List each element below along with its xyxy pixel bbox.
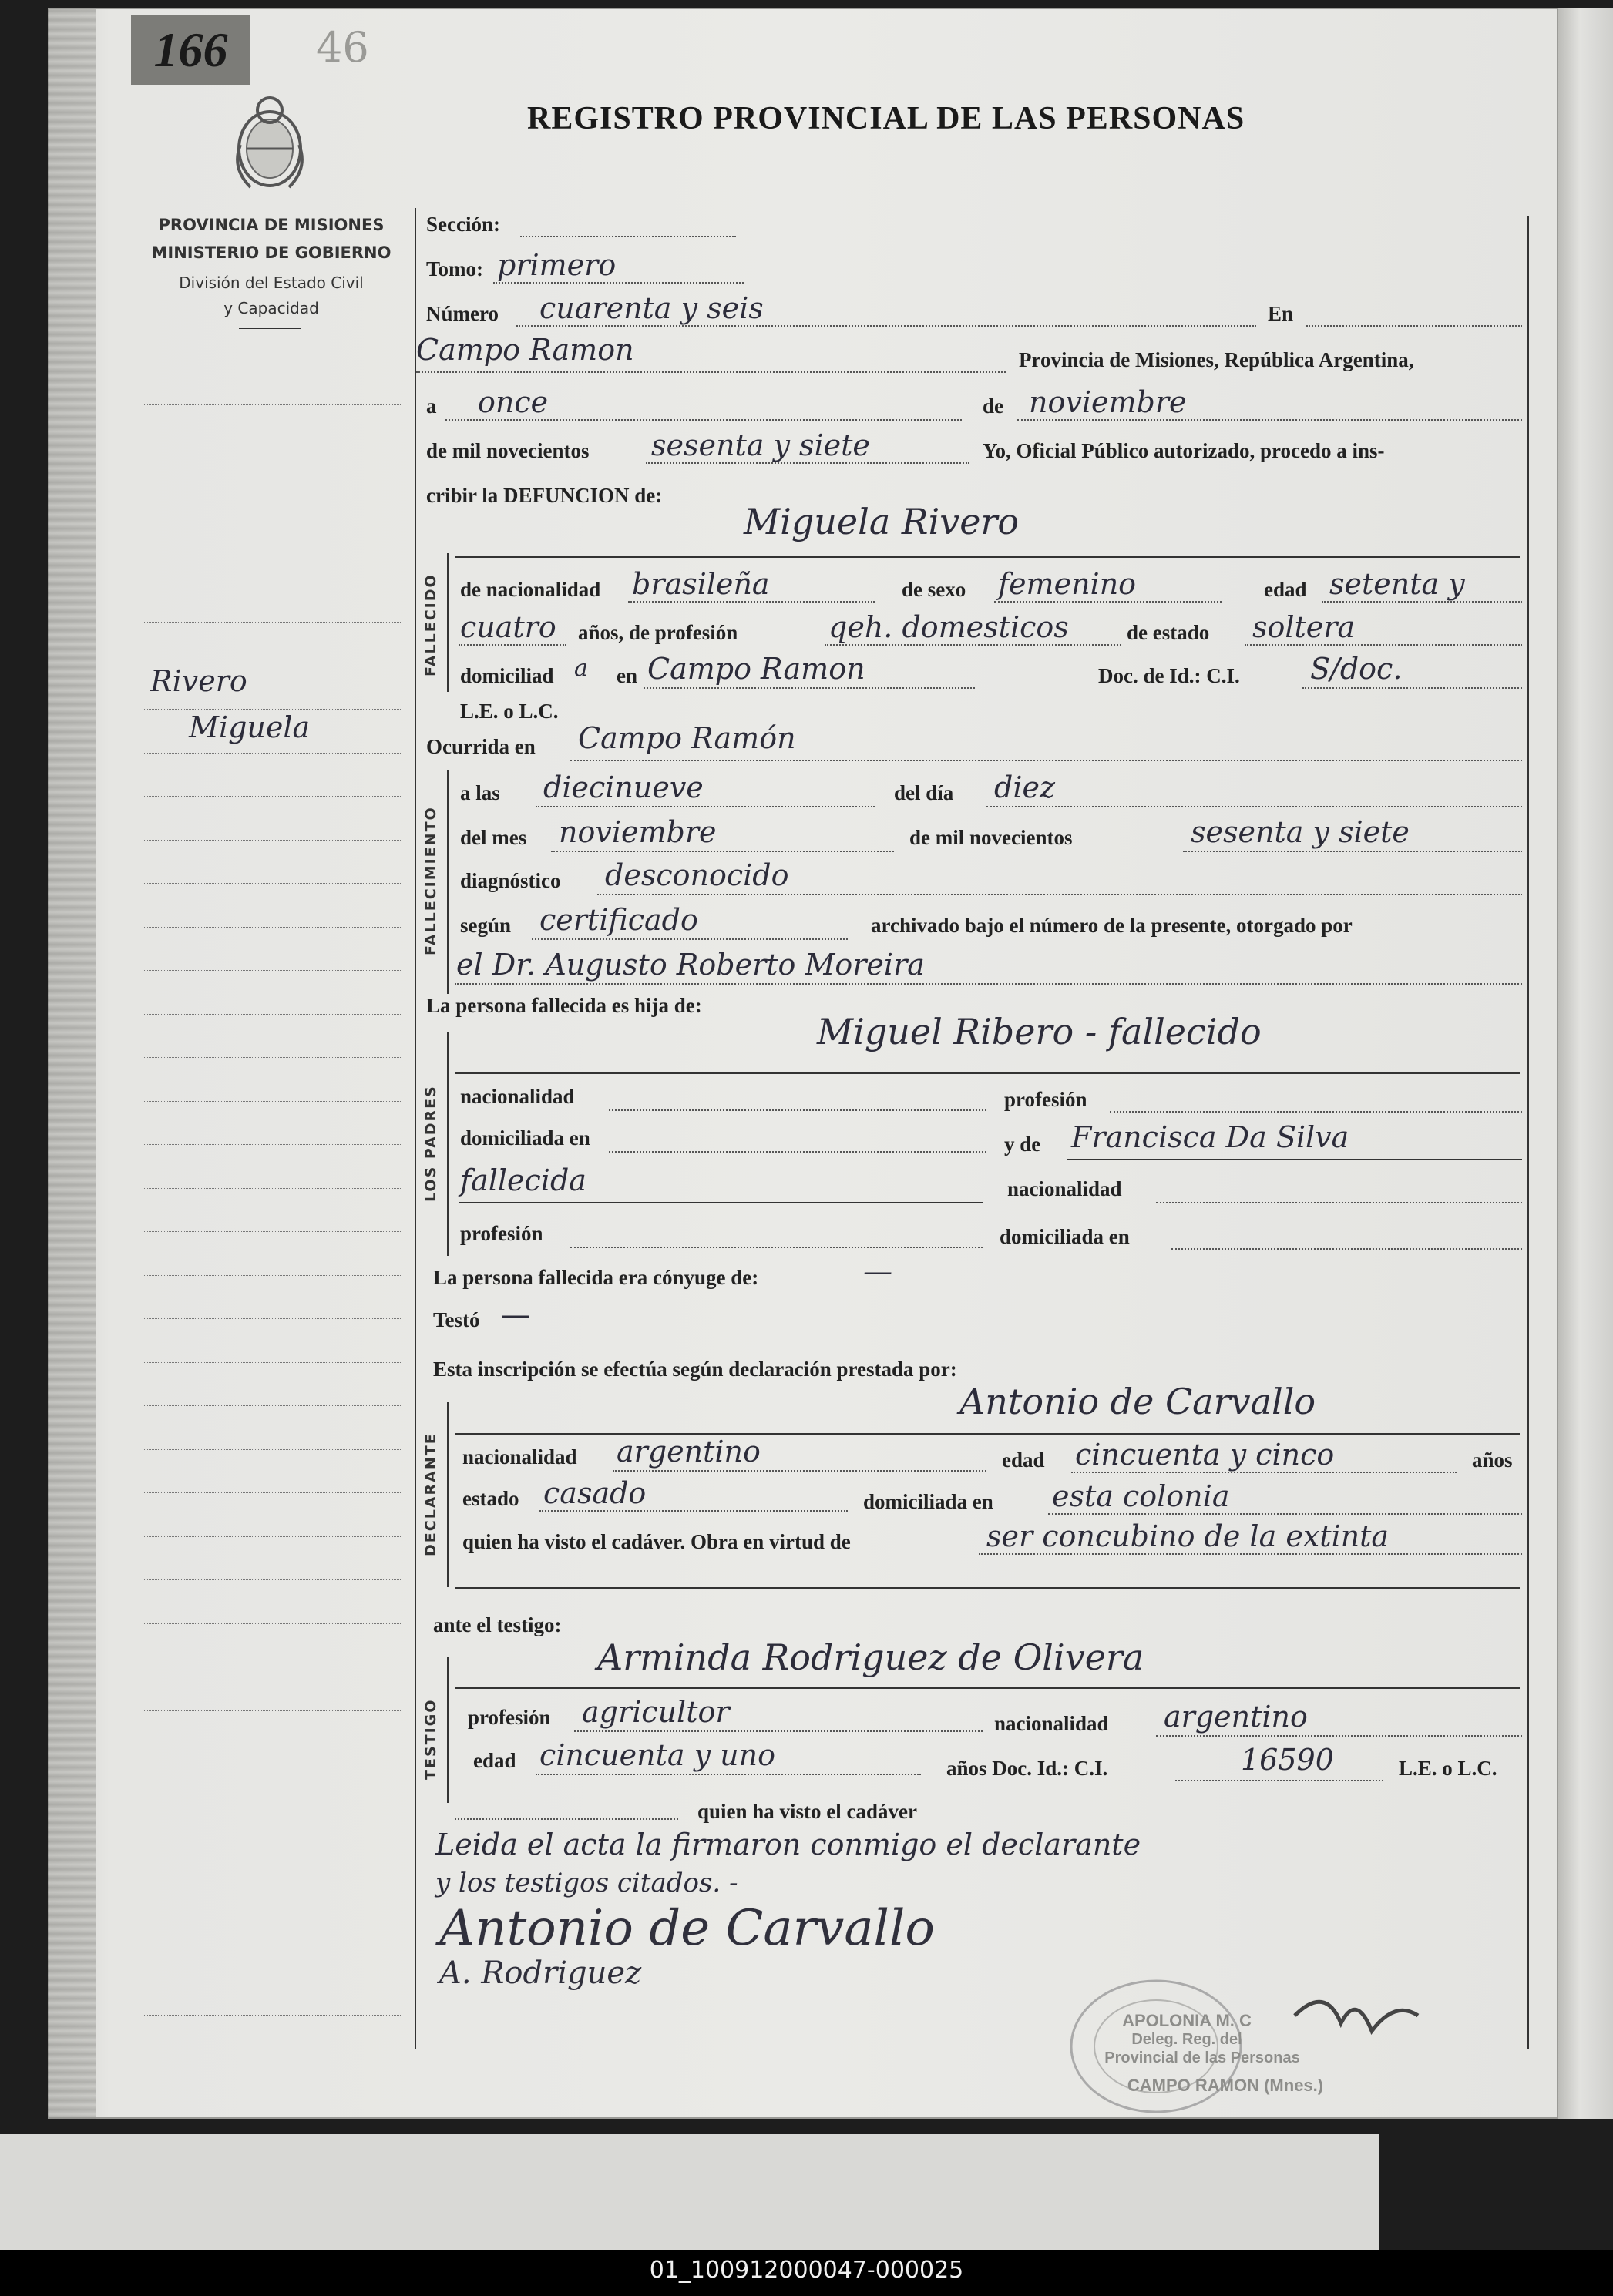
day-value: once — [478, 385, 549, 419]
declarante-virtud-line — [979, 1553, 1522, 1555]
signature-testigo: A. Rodriguez — [439, 1955, 642, 1991]
margin-surname: Rivero — [150, 664, 247, 698]
tomo-line — [493, 282, 744, 284]
mes-value: noviembre — [559, 815, 717, 849]
fallecido-nacionalidad-label: de nacionalidad — [460, 578, 601, 601]
medico-value: el Dr. Augusto Roberto Moreira — [456, 948, 925, 982]
tomo-label: Tomo: — [426, 257, 484, 280]
padres-domiciliada-label: domiciliada en — [460, 1126, 590, 1150]
declarante-domicilio-value: esta colonia — [1052, 1479, 1230, 1513]
margin-ledger-line — [143, 1710, 401, 1711]
tomo-value: primero — [497, 248, 617, 282]
footer-caption: 01_100912000047-000025 — [649, 2257, 964, 2284]
fallecido-edad-label: edad — [1264, 578, 1307, 601]
seccion-line — [520, 236, 736, 237]
declarante-edad-label: edad — [1002, 1448, 1045, 1472]
fallecido-edad-value-b: cuatro — [460, 610, 556, 644]
margin-ledger-line — [143, 883, 401, 884]
padres-profesion-label: profesión — [1004, 1088, 1087, 1111]
fallecido-edad-value-a: setenta y — [1329, 567, 1465, 601]
margin-ledger-line — [143, 1623, 401, 1624]
org-line-3: División del Estado Civil — [179, 274, 364, 292]
margin-ledger-line — [143, 1449, 401, 1450]
ocurrida-value: Campo Ramón — [578, 721, 796, 755]
testo-label: Testó — [433, 1308, 480, 1331]
padres-section-label: LOS PADRES — [422, 1085, 439, 1202]
madre-estado-line — [459, 1202, 983, 1203]
anio-value: sesenta y siete — [1191, 815, 1410, 849]
testigo-edad-value: cincuenta y uno — [539, 1738, 776, 1772]
fallecido-domicilio-line — [644, 687, 975, 689]
margin-ledger-line — [143, 1536, 401, 1537]
testigo-doc-label: años Doc. Id.: C.I. — [946, 1757, 1108, 1780]
coat-of-arms-icon — [223, 83, 316, 199]
fallecido-estado-value: soltera — [1252, 610, 1356, 644]
fallecimiento-section-label: FALLECIMIENTO — [422, 806, 439, 955]
org-line-2: MINISTERIO DE GOBIERNO — [151, 243, 391, 262]
declarante-nacionalidad-label: nacionalidad — [462, 1445, 577, 1469]
day-line — [445, 419, 962, 421]
en-line — [1306, 325, 1522, 327]
province-text: Provincia de Misiones, República Argentina, — [1019, 348, 1414, 371]
margin-ledger-line — [143, 753, 401, 754]
anio-label: de mil novecientos — [909, 826, 1073, 849]
mes-label: del mes — [460, 826, 527, 849]
margin-ledger-line — [143, 1492, 401, 1493]
declarante-virtud-value: ser concubino de la extinta — [986, 1519, 1390, 1553]
fallecido-edad2-line — [459, 644, 566, 646]
signature-declarante: Antonio de Carvallo — [439, 1900, 935, 1957]
fallecido-sexo-label: de sexo — [902, 578, 966, 601]
testigo-nacionalidad-label: nacionalidad — [994, 1712, 1109, 1735]
segun-label: según — [460, 914, 512, 937]
conyuge-text: La persona fallecida era cónyuge de: — [433, 1266, 759, 1289]
year-prefix: de mil novecientos — [426, 439, 590, 462]
declarante-bracket — [447, 1402, 449, 1587]
main-frame-right — [1527, 216, 1529, 2049]
madre-value: Francisca Da Silva — [1071, 1120, 1349, 1154]
declarante-domicilio-line — [1048, 1513, 1522, 1515]
margin-ledger-line — [143, 709, 401, 710]
margin-ledger-line — [143, 1579, 401, 1580]
a-label: a — [426, 394, 437, 418]
ante-text: ante el testigo: — [433, 1613, 562, 1636]
ocurrida-line — [570, 760, 1522, 761]
padres-domiciliada-line — [609, 1151, 986, 1153]
medico-line — [455, 983, 1522, 985]
mes-line — [551, 851, 894, 852]
fallecido-sexo-value: femenino — [998, 567, 1137, 601]
margin-ledger-line — [143, 927, 401, 928]
fallecido-le-label: L.E. o L.C. — [460, 700, 559, 723]
archivado-text: archivado bajo el número de la presente, otorgado por — [871, 914, 1353, 937]
folio-number: 166 — [131, 15, 250, 85]
fallecido-profesion-line — [825, 644, 1121, 646]
org-line-1: PROVINCIA DE MISIONES — [158, 216, 385, 234]
declarante-edad-line — [1071, 1472, 1457, 1473]
declarante-bottom-line — [455, 1587, 1520, 1589]
declarante-anios-label: años — [1472, 1448, 1513, 1472]
scan-table-surface — [0, 2134, 1379, 2250]
fallecido-section-label: FALLECIDO — [422, 573, 439, 676]
closing-line-2: y los testigos citados. - — [435, 1868, 738, 1898]
main-frame-left — [415, 208, 416, 2049]
padres-nacionalidad-label: nacionalidad — [460, 1085, 575, 1108]
madre-estado: fallecida — [460, 1163, 586, 1197]
anio-line — [1183, 851, 1522, 852]
next-page-edge — [1558, 8, 1613, 2119]
margin-ledger-line — [143, 1014, 401, 1015]
padres-profesion2-line — [570, 1247, 983, 1248]
fallecido-nacionalidad-value: brasileña — [632, 567, 770, 601]
declarante-estado-value: casado — [543, 1476, 647, 1510]
ocurrida-label: Ocurrida en — [426, 735, 536, 758]
fallecido-doc-value: S/doc. — [1310, 652, 1403, 686]
segun-line — [532, 938, 848, 940]
diagnostico-line — [597, 894, 1522, 895]
place-value: Campo Ramon — [416, 333, 634, 367]
stamp-line-3: Provincial de las Personas — [1104, 2049, 1300, 2066]
defuncion-text: cribir la DEFUNCION de: — [426, 484, 663, 507]
margin-given-name: Miguela — [189, 710, 311, 744]
declarante-domiciliada-label: domiciliada en — [863, 1490, 993, 1513]
testigo-nacionalidad-value: argentino — [1164, 1700, 1308, 1734]
padres-nacionalidad-line — [609, 1109, 986, 1111]
testigo-section-label: TESTIGO — [422, 1698, 439, 1780]
margin-ledger-line — [143, 622, 401, 623]
hora-line — [536, 806, 875, 807]
testigo-name: Arminda Rodriguez de Olivera — [597, 1636, 1144, 1678]
stamp-line-1: APOLONIA M. C — [1122, 2011, 1252, 2030]
fallecido-sexo-line — [994, 601, 1222, 603]
fallecido-en-label: en — [617, 664, 637, 687]
month-value: noviembre — [1029, 385, 1187, 419]
padres-nacionalidad2-line — [1156, 1202, 1522, 1203]
fallecido-domicilio-label: domiciliad — [460, 664, 554, 687]
org-underline — [239, 328, 301, 329]
margin-ledger-line — [143, 970, 401, 971]
stamp-line-4: CAMPO RAMON (Mnes.) — [1127, 2076, 1324, 2095]
fallecido-bracket — [447, 553, 449, 692]
testigo-visto-line — [455, 1818, 678, 1820]
margin-ledger-line — [143, 1318, 401, 1319]
testigo-edad-label: edad — [473, 1749, 516, 1772]
hora-label: a las — [460, 781, 500, 804]
fallecido-doc-line — [1302, 687, 1522, 689]
hora-value: diecinueve — [543, 770, 704, 804]
fallecimiento-bracket — [447, 770, 449, 994]
margin-ledger-line — [143, 1362, 401, 1363]
testigo-ci-value: 16590 — [1241, 1743, 1334, 1777]
margin-ledger-line — [143, 1231, 401, 1232]
dia-label: del día — [894, 781, 954, 804]
pencil-number: 46 — [316, 23, 369, 72]
fallecido-doc-label: Doc. de Id.: C.I. — [1098, 664, 1240, 687]
testigo-profesion-line — [574, 1730, 983, 1732]
testigo-edad-line — [536, 1774, 921, 1775]
segun-value: certificado — [539, 903, 698, 937]
testigo-visto-text: quien ha visto el cadáver — [697, 1800, 918, 1823]
diagnostico-value: desconocido — [605, 858, 789, 892]
numero-label: Número — [426, 302, 499, 325]
fallecido-estado-label: de estado — [1127, 621, 1210, 644]
margin-ledger-line — [143, 1275, 401, 1276]
margin-ledger-line — [143, 1057, 401, 1058]
numero-line — [516, 325, 1256, 327]
year-value: sesenta y siete — [651, 428, 870, 462]
declarante-estado-label: estado — [462, 1487, 519, 1510]
book-binding — [48, 8, 96, 2119]
numero-value: cuarenta y seis — [539, 291, 764, 325]
page-title: REGISTRO PROVINCIAL DE LAS PERSONAS — [527, 101, 1245, 136]
testigo-ci-line — [1175, 1780, 1383, 1781]
declarante-estado-line — [539, 1510, 848, 1512]
fallecido-nacionalidad-line — [628, 601, 875, 603]
madre-line — [1067, 1159, 1522, 1160]
dia-value: diez — [994, 770, 1055, 804]
testigo-profesion-label: profesión — [468, 1706, 551, 1729]
testigo-profesion-value: agricultor — [582, 1695, 730, 1729]
en-label: En — [1268, 302, 1294, 325]
fallecido-name-line — [455, 556, 1520, 558]
conyuge-value: — — [863, 1254, 892, 1288]
margin-ledger-line — [143, 404, 401, 405]
declarante-nacionalidad-value: argentino — [617, 1435, 761, 1469]
oficial-text: Yo, Oficial Público autorizado, procedo a ins- — [983, 439, 1385, 462]
fallecido-name: Miguela Rivero — [744, 501, 1020, 542]
month-line — [1017, 419, 1522, 421]
testigo-name-line — [455, 1687, 1520, 1689]
testigo-bracket — [447, 1657, 449, 1803]
seccion-label: Sección: — [426, 213, 500, 236]
padre-value: Miguel Ribero - fallecido — [817, 1011, 1262, 1052]
year-line — [646, 462, 969, 464]
fallecido-edad-line — [1322, 601, 1522, 603]
padres-domiciliada2-line — [1171, 1248, 1522, 1250]
org-line-4: y Capacidad — [223, 299, 319, 317]
declarante-nacionalidad-line — [613, 1470, 986, 1472]
de-label: de — [983, 394, 1003, 418]
diagnostico-label: diagnóstico — [460, 869, 561, 892]
padre-line — [455, 1072, 1520, 1074]
padres-profesion2-label: profesión — [460, 1222, 543, 1245]
margin-ledger-line — [143, 1101, 401, 1102]
testo-value: — — [501, 1297, 530, 1331]
padres-yde-label: y de — [1004, 1133, 1041, 1156]
stamp-line-2: Deleg. Reg. del — [1131, 2031, 1242, 2048]
inscripcion-text: Esta inscripción se efectúa según declaración prestada por: — [433, 1358, 957, 1381]
dia-line — [986, 806, 1522, 807]
testigo-nacionalidad-line — [1156, 1735, 1522, 1737]
closing-line-1: Leida el acta la firmaron conmigo el declarante — [435, 1828, 1141, 1861]
declarante-name-line — [455, 1433, 1520, 1435]
margin-ledger-line — [143, 796, 401, 797]
declarante-name: Antonio de Carvallo — [959, 1381, 1316, 1422]
place-line — [416, 371, 1006, 373]
fallecido-domicilio-value: Campo Ramon — [647, 652, 865, 686]
fallecido-estado-line — [1245, 644, 1522, 646]
declarante-visto-text: quien ha visto el cadáver. Obra en virtud de — [462, 1530, 851, 1553]
margin-ledger-line — [143, 1188, 401, 1189]
padres-domiciliada2-label: domiciliada en — [1000, 1225, 1130, 1248]
padres-bracket — [447, 1032, 449, 1256]
fallecido-profesion-value: qeh. domesticos — [828, 610, 1069, 644]
margin-ledger-line — [143, 1144, 401, 1145]
testigo-le-label: L.E. o L.C. — [1399, 1757, 1497, 1780]
declarante-edad-value: cincuenta y cinco — [1075, 1438, 1335, 1472]
fallecido-profesion-label: años, de profesión — [578, 621, 738, 644]
margin-ledger-line — [143, 840, 401, 841]
margin-ledger-line — [143, 2015, 401, 2016]
margin-ledger-line — [143, 1405, 401, 1406]
declarante-section-label: DECLARANTE — [422, 1432, 439, 1556]
fallecido-domicilio-suffix: a — [574, 655, 588, 682]
hija-text: La persona fallecida es hija de: — [426, 994, 702, 1017]
padres-profesion-line — [1110, 1111, 1522, 1113]
padres-nacionalidad2-label: nacionalidad — [1007, 1177, 1122, 1200]
